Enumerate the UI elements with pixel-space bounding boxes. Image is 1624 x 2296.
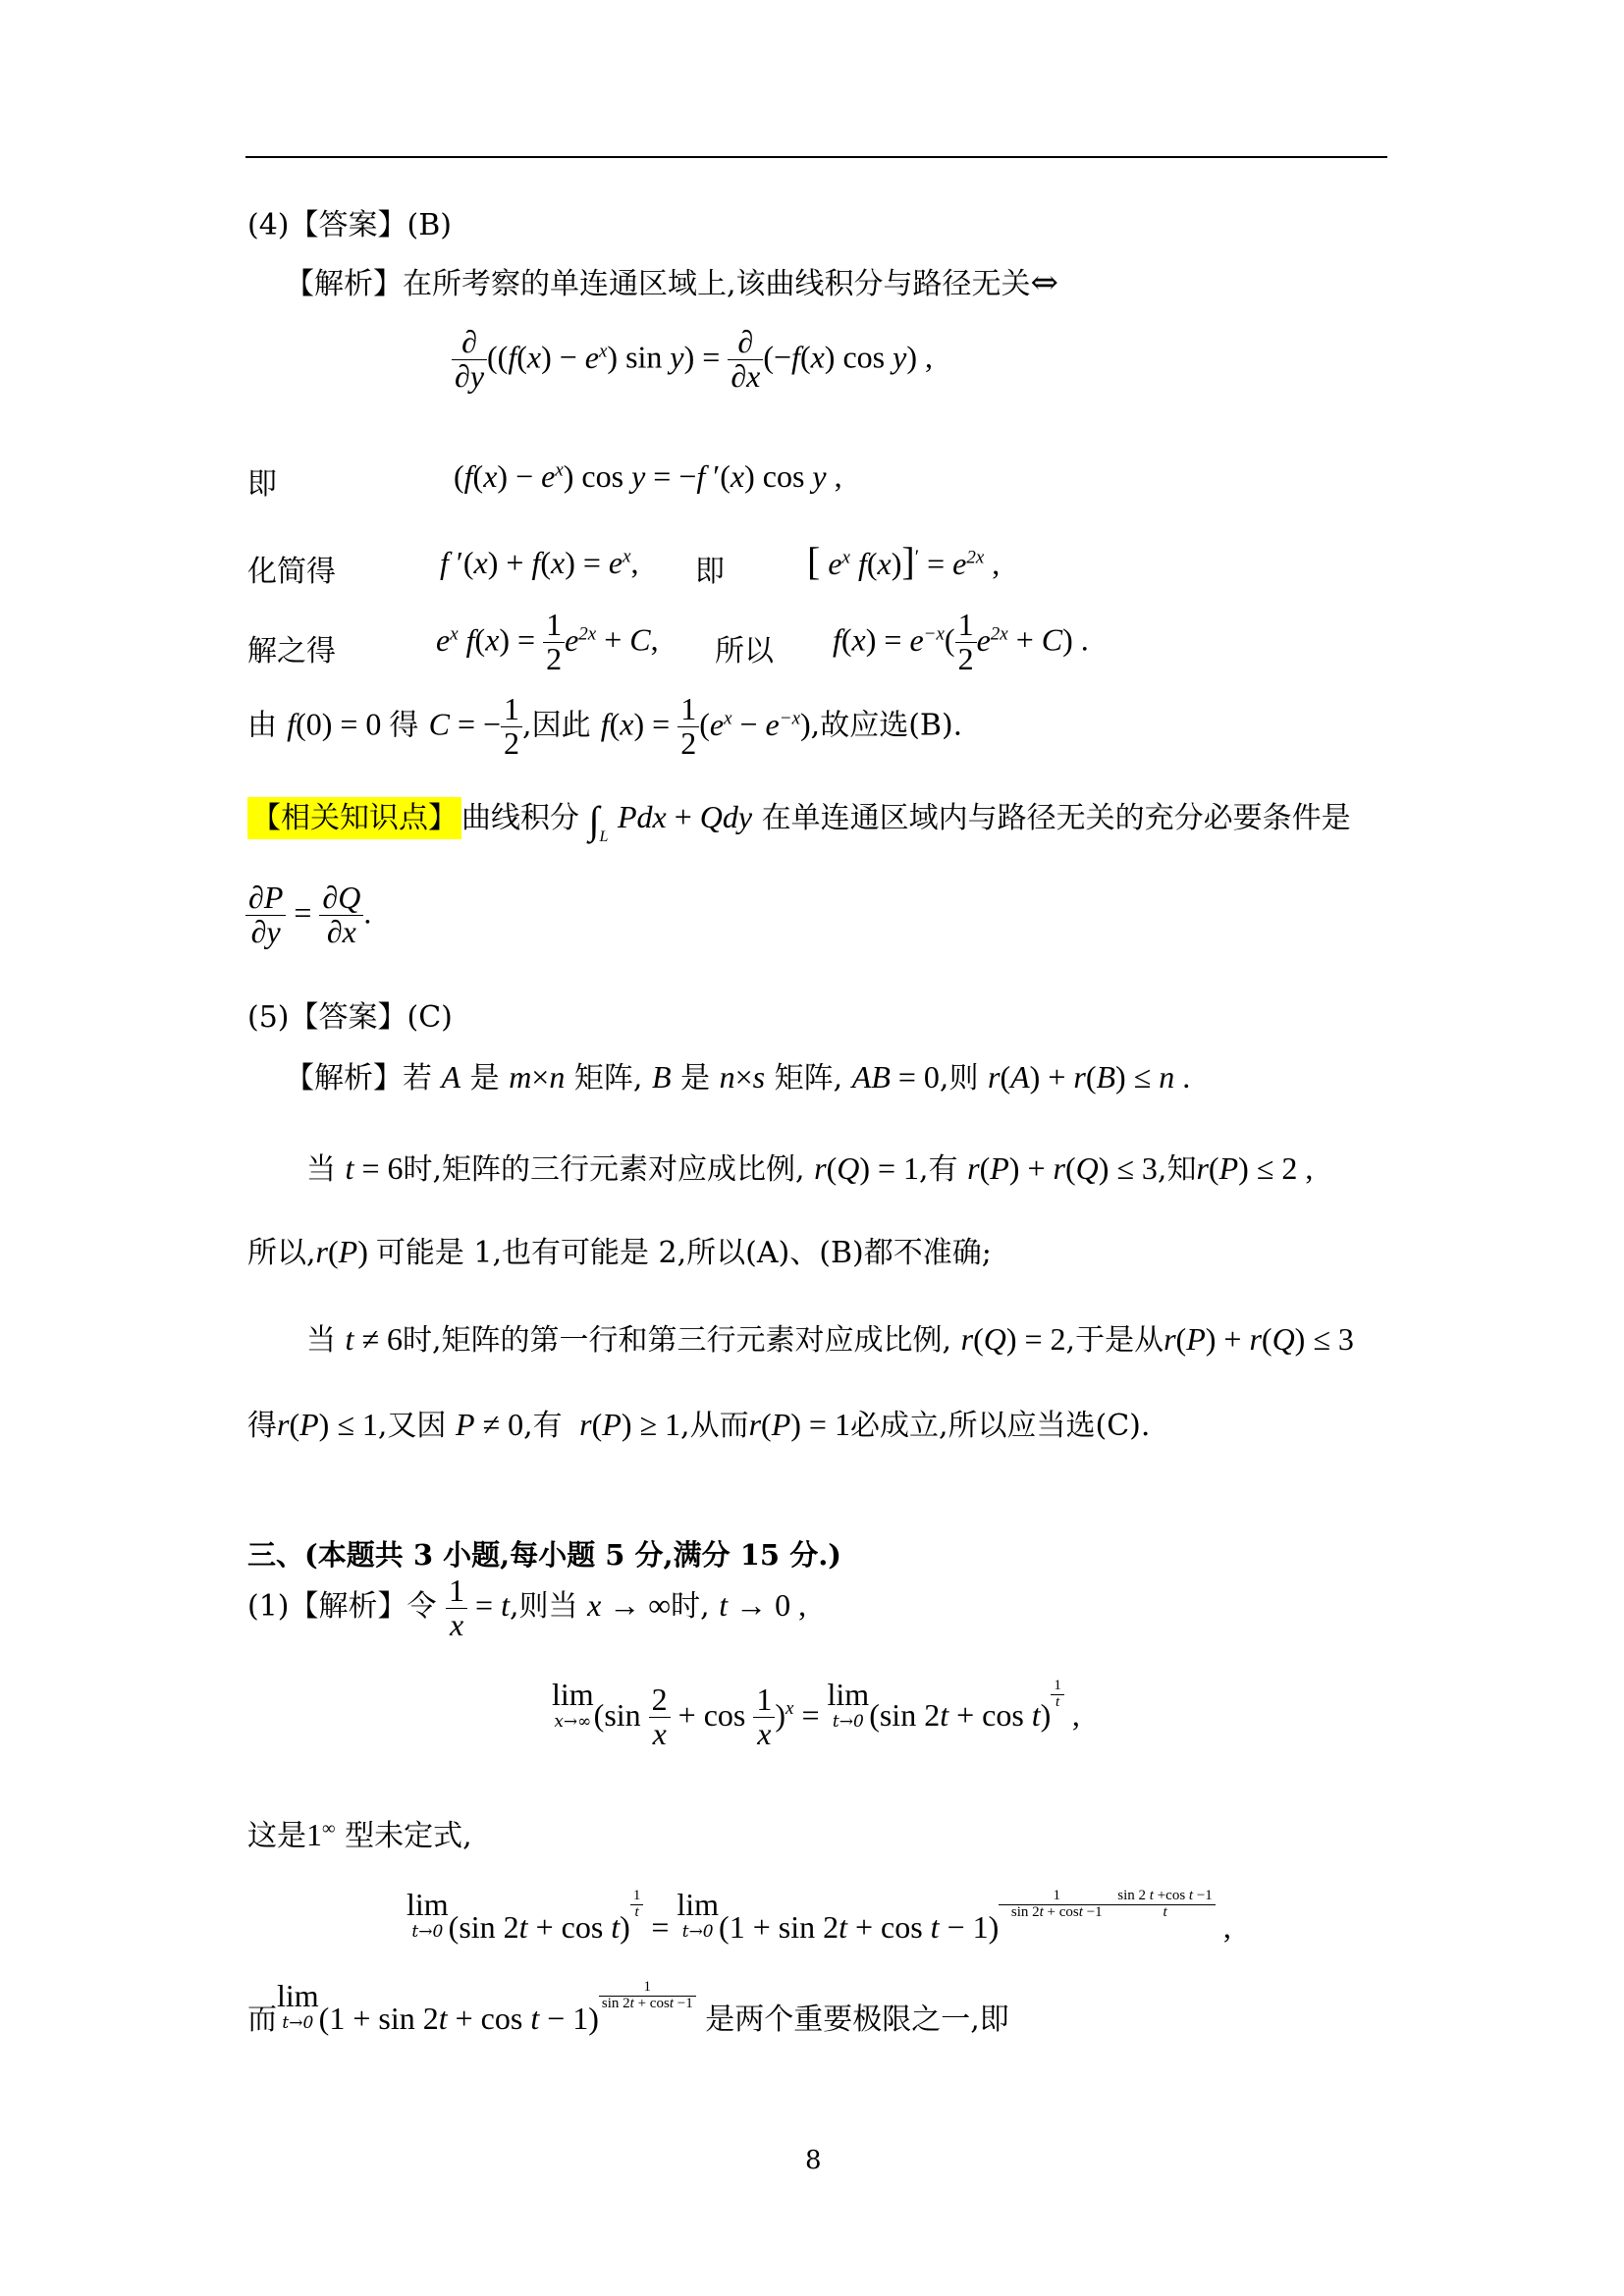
s3-q1-line: (1)【解析】令 $\frac{1}{x}$ = t,则当 x → ∞时, t → 0 , xyxy=(247,1573,807,1642)
q4-label: (4) xyxy=(247,208,290,242)
q5-line4: 当 t ≠ 6时,矩阵的第一行和第三行元素对应成比例, r(Q) = 2,于是从r(P) + r(Q) ≤ 3 xyxy=(306,1321,1354,1358)
q4-yinci: ,因此 xyxy=(522,708,591,743)
q5-l4c: ,于是从 xyxy=(1065,1323,1164,1358)
s3-q1c: 时, xyxy=(671,1589,710,1625)
last-b: 是两个重要极限之一,即 xyxy=(705,2002,1009,2037)
s3-q1b: ,则当 xyxy=(509,1589,578,1625)
eq-f-expression: $f(x) = e^{-x}$( $\frac{1}{2}$ $e^{2x} + C$) . xyxy=(833,607,1089,676)
q5-l5a: 得 xyxy=(247,1409,277,1443)
eq-derivative-relation: $(f(x) - e^x)$ cos y = −f ′(x) cos y , xyxy=(454,458,842,494)
q4-de: 得 xyxy=(389,708,419,743)
s3-q1-tag: 【解析】 xyxy=(289,1589,407,1625)
s3-q1a: 令 xyxy=(406,1589,437,1625)
q5-l2a: 当 xyxy=(306,1152,336,1187)
section3-heading: 三、(本题共 3 小题,每小题 5 分,满分 15 分.) xyxy=(247,1538,842,1572)
q4-you: 由 xyxy=(247,708,277,743)
q4-suoyi-label: 所以 xyxy=(715,634,774,668)
q5-answer-tag: 【答案】 xyxy=(289,1000,407,1035)
q5-l1e: 矩阵, xyxy=(774,1061,843,1095)
kp-text1: 曲线积分 xyxy=(461,801,579,835)
q4-answer-tag: 【答案】 xyxy=(289,208,407,242)
q4-analysis-tag: 【解析】 xyxy=(285,267,403,301)
iff-symbol: ⇔ xyxy=(1030,263,1059,302)
q5-l4a: 当 xyxy=(306,1323,336,1358)
q4-huajiande-label: 化简得 xyxy=(247,555,336,589)
q5-l5c: ,有 xyxy=(523,1409,563,1443)
q5-l3b: 可能是 1,也有可能是 2,所以(A)、(B)都不准确; xyxy=(375,1236,992,1270)
eq-limit-substitution: lim x→∞ (sin $\frac{2}{x}$ + cos $\frac{1}{x}$ )$^x$ = lim t→0 (sin 2t + cos t) $\frac{1}{t}$ , xyxy=(552,1677,1080,1751)
q5-l2b: 时,矩阵的三行元素对应成比例, xyxy=(403,1152,805,1187)
q4-answer: (B) xyxy=(406,208,452,242)
eq-solution: $e^x$ f(x) = $\frac{1}{2}$ $e^{2x} + C$, xyxy=(436,607,659,676)
q5-l5d: ,从而 xyxy=(680,1409,749,1443)
indeterminate-line: 这是1∞ 型未定式, xyxy=(247,1817,472,1853)
q4-ji-label: 即 xyxy=(247,467,277,502)
q4-ji2-label: 即 xyxy=(695,555,725,589)
q4-analysis-line xyxy=(285,259,1058,302)
eq-partial-condition: $\frac{\partial}{\partial y}$ ($(f(x) - e^x)$ sin y) = $\frac{\partial}{\partial x}$ (−f(x) cos y) , xyxy=(452,326,933,393)
q5-answer: (C) xyxy=(406,1000,453,1035)
q4-answer-line xyxy=(247,200,452,243)
eq-simplified: f $'(x) + f(x) = e^x$, xyxy=(440,545,639,580)
last-line: 而lim t→0 (1 + sin 2t + cos t − 1) $\frac{1}{\sin 2t + \cos t -1}$ 是两个重要极限之一,即 xyxy=(247,1978,1009,2037)
q4-analysis-text: 在所考察的单连通区域上,该曲线积分与路径无关 xyxy=(403,267,1031,301)
kp-text2: 在单连通区域内与路径无关的充分必要条件是 xyxy=(761,801,1351,835)
q5-l1b: 是 xyxy=(469,1061,500,1095)
eq-limit-rewrite: lim t→0 (sin 2t + cos t) $\frac{1}{t}$ = lim t→0 (1 + sin 2t + cos t − 1) $\frac{1}{\sin 2t + \cos t -1}$ $\frac{\text{sin 2 t +cos t −1}}{t}$ , xyxy=(406,1887,1231,1945)
q5-l5b: ,又因 xyxy=(377,1409,447,1443)
q5-l1f: ,则 xyxy=(939,1061,979,1095)
q5-l4b: 时,矩阵的第一行和第三行元素对应成比例, xyxy=(403,1323,952,1358)
q4-knowledge-line: 【相关知识点】 曲线积分 $\int_L$ Pdx + Qdy 在单连通区域内与路径无关的充分必要条件是 xyxy=(247,793,1351,846)
q5-l1d: 是 xyxy=(680,1061,711,1095)
q4-conclusion-line: 由 f(0) = 0 得 C = − $\frac{1}{2}$ ,因此 f(x) = $\frac{1}{2}$ $(e^x - e^{-x})$,故应选(B). xyxy=(247,691,963,761)
eq-product-derivative: [ $e^x$ $f(x)]' = e^{2x}$ , xyxy=(807,539,1001,583)
eq-green-condition: $\frac{\partial P}{\partial y}$ = $\frac{\partial Q}{\partial x}$ . xyxy=(245,881,371,948)
s3-q1-label: (1) xyxy=(247,1589,290,1625)
last-a: 而 xyxy=(247,2002,277,2037)
indeterminate-a: 这是 xyxy=(247,1819,306,1853)
q5-label: (5) xyxy=(247,1000,290,1035)
page-number: 8 xyxy=(805,2146,822,2175)
q5-analysis-line: 【解析】若 A 是 m×n 矩阵, B 是 n×s 矩阵, AB = 0,则 r(A) + r(B) ≤ n . xyxy=(285,1059,1191,1095)
q5-answer-line xyxy=(247,992,453,1036)
q5-line2: 当 t = 6时,矩阵的三行元素对应成比例, r(Q) = 1,有 r(P) + r(Q) ≤ 3,知r(P) ≤ 2 , xyxy=(306,1150,1314,1187)
q5-analysis-tag: 【解析】 xyxy=(285,1061,403,1095)
q5-l1a: 若 xyxy=(403,1061,432,1095)
q5-line5: 得r(P) ≤ 1,又因 P ≠ 0,有 r(P) ≥ 1,从而r(P) = 1必成立,所以应当选(C). xyxy=(247,1407,1151,1443)
q4-conclusion: ,故应选(B). xyxy=(810,708,963,743)
q5-l5e: 必成立,所以应当选(C). xyxy=(849,1409,1151,1443)
q4-jizhide-label: 解之得 xyxy=(247,634,336,668)
indeterminate-b: 型未定式, xyxy=(345,1819,472,1853)
header-rule xyxy=(245,156,1387,158)
q5-l3a: 所以, xyxy=(247,1236,316,1270)
knowledge-point-tag: 【相关知识点】 xyxy=(247,797,461,839)
q5-line3: 所以,r(P) 可能是 1,也有可能是 2,所以(A)、(B)都不准确; xyxy=(247,1234,992,1270)
q5-l1c: 矩阵, xyxy=(573,1061,643,1095)
q5-l2c: ,有 xyxy=(919,1152,958,1187)
q5-l2d: ,知 xyxy=(1157,1152,1197,1187)
